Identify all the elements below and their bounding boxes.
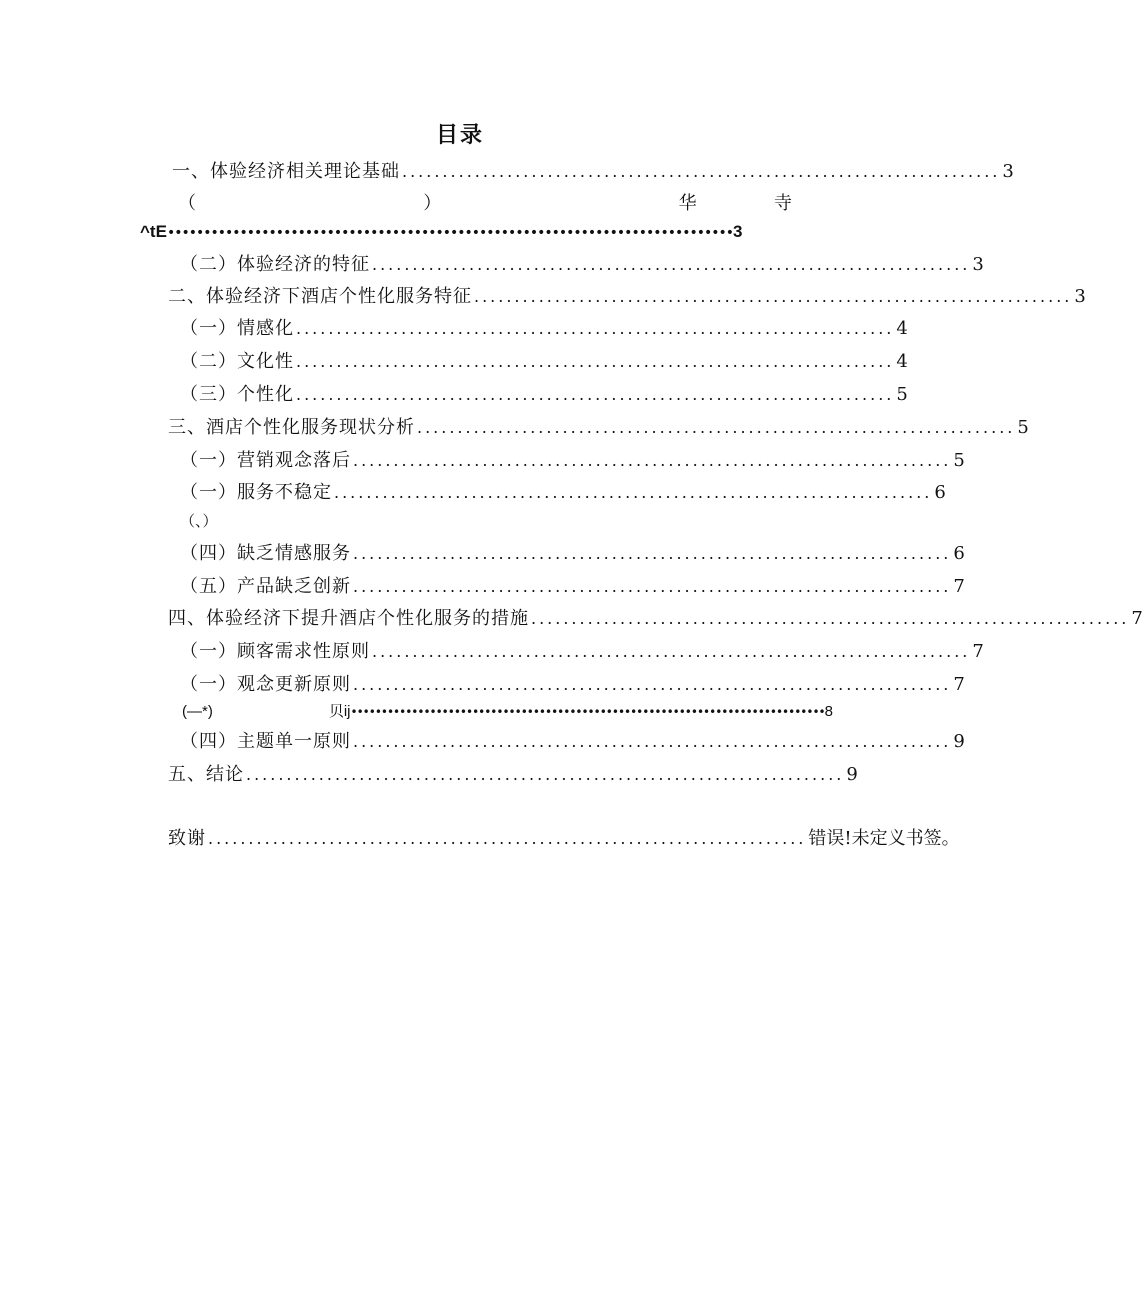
toc-entry	[180, 729, 965, 755]
toc-entry	[180, 541, 965, 567]
toc-entry-label: 一、体验经济相关理论基础	[172, 161, 400, 182]
toc-entry-label: （一）观念更新原则	[180, 674, 351, 695]
toc-entry	[168, 415, 1029, 441]
toc-entry-label: 四、体验经济下提升酒店个性化服务的措施	[168, 608, 529, 629]
toc-leader-dots: ..........................................................................	[246, 765, 845, 784]
spread-part: （	[178, 193, 196, 214]
toc-leader-dots: ..........................................................................	[372, 642, 971, 661]
toc-entry-page: 7	[972, 641, 984, 662]
toc-entry-label: 三、酒店个性化服务现状分析	[168, 417, 415, 438]
toc-entry	[180, 252, 984, 278]
garbled-line-b	[182, 702, 833, 722]
toc-entry-page: 4	[896, 351, 908, 372]
toc-entry-page: 4	[896, 318, 908, 339]
stray-paren: （、）	[180, 513, 218, 530]
toc-entry	[180, 316, 908, 342]
garbled-line-a	[140, 221, 743, 244]
toc-leader-dots: ..........................................................................	[296, 319, 895, 338]
toc-entry-label: （三）个性化	[180, 384, 294, 405]
toc-entry-page: 3	[1002, 161, 1014, 182]
toc-entry-page: 错误!未定义书签。	[808, 828, 960, 849]
toc-leader-dots: ..........................................................................	[353, 675, 952, 694]
spread-part: 寺	[773, 193, 792, 214]
toc-entry-label: 致谢	[168, 828, 206, 849]
toc-entry-label: （四）主题单一原则	[180, 731, 351, 752]
toc-entry-label: （一）顾客需求性原则	[180, 641, 370, 662]
toc-leader-bullets: ••••••••••••••••••••••••••••••••••••••••••••••••••••••••••••••••••••••••••••••	[166, 225, 734, 241]
toc-entry	[180, 639, 984, 665]
toc-entry-page: 5	[1017, 417, 1029, 438]
toc-leader-dots: ..........................................................................	[296, 385, 895, 404]
spread-part: 华	[678, 193, 697, 214]
toc-entry-page: 7	[953, 576, 965, 597]
toc-leader-dots: ..........................................................................	[417, 418, 1016, 437]
toc-entry-page: 9	[846, 764, 858, 785]
toc-entry-label: 二、体验经济下酒店个性化服务特征	[168, 286, 472, 307]
toc-entry-page: 5	[953, 450, 965, 471]
toc-leader-dots: ..........................................................................	[353, 544, 952, 563]
toc-leader-dots: ..........................................................................	[474, 287, 1073, 306]
garbled-page: 3	[733, 222, 743, 241]
toc-entry	[180, 349, 908, 375]
garbled-spread-line	[178, 191, 792, 217]
toc-entry-label: （一）情感化	[180, 318, 294, 339]
toc-entry-label: 五、结论	[168, 764, 244, 785]
spread-part: ）	[423, 193, 442, 214]
toc-entry	[180, 574, 965, 600]
toc-leader-dots: ..........................................................................	[353, 451, 952, 470]
garbled-prefix: (—*)	[182, 703, 213, 720]
garbled-mid: 贝ij	[328, 703, 351, 720]
toc-leader-dots: ..........................................................................	[353, 732, 952, 751]
toc-leader-bullets: ••••••••••••••••••••••••••••••••••••••••••••••••••••••••••••••••••••••••••••••	[350, 705, 825, 719]
toc-entry	[180, 480, 946, 506]
toc-entry	[168, 826, 960, 852]
toc-entry-page: 3	[972, 254, 984, 275]
toc-entry	[168, 606, 1143, 632]
toc-entry-page: 7	[953, 674, 965, 695]
toc-entry-label: （四）缺乏情感服务	[180, 543, 351, 564]
toc-leader-dots: ..........................................................................	[296, 352, 895, 371]
toc-entry	[180, 448, 965, 474]
toc-leader-dots: ..........................................................................	[208, 829, 807, 848]
toc-entry-page: 7	[1131, 608, 1143, 629]
toc-entry-page: 9	[953, 731, 965, 752]
toc-entry	[180, 382, 908, 408]
toc-entry-page: 5	[896, 384, 908, 405]
toc-leader-dots: ..........................................................................	[402, 162, 1001, 181]
toc-entry-page: 6	[934, 482, 946, 503]
toc-leader-dots: ..........................................................................	[353, 577, 952, 596]
toc-leader-dots: ..........................................................................	[531, 609, 1130, 628]
toc-entry-label: （五）产品缺乏创新	[180, 576, 351, 597]
toc-entry-label: （一）营销观念落后	[180, 450, 351, 471]
toc-entry-page: 6	[953, 543, 965, 564]
toc-entry	[168, 284, 1086, 310]
toc-entry-label: （二）体验经济的特征	[180, 254, 370, 275]
garbled-prefix: ^tE	[140, 222, 167, 241]
garbled-page: 8	[824, 703, 833, 720]
toc-entry	[168, 762, 858, 788]
toc-entry-label: （一）服务不稳定	[180, 482, 332, 503]
page-title: 目录	[435, 123, 484, 148]
toc-entry-label: （二）文化性	[180, 351, 294, 372]
toc-entry-page: 3	[1074, 286, 1086, 307]
toc-leader-dots: ..........................................................................	[372, 255, 971, 274]
toc-entry	[180, 672, 965, 698]
toc-leader-dots: ..........................................................................	[334, 483, 933, 502]
toc-entry	[172, 159, 1014, 185]
